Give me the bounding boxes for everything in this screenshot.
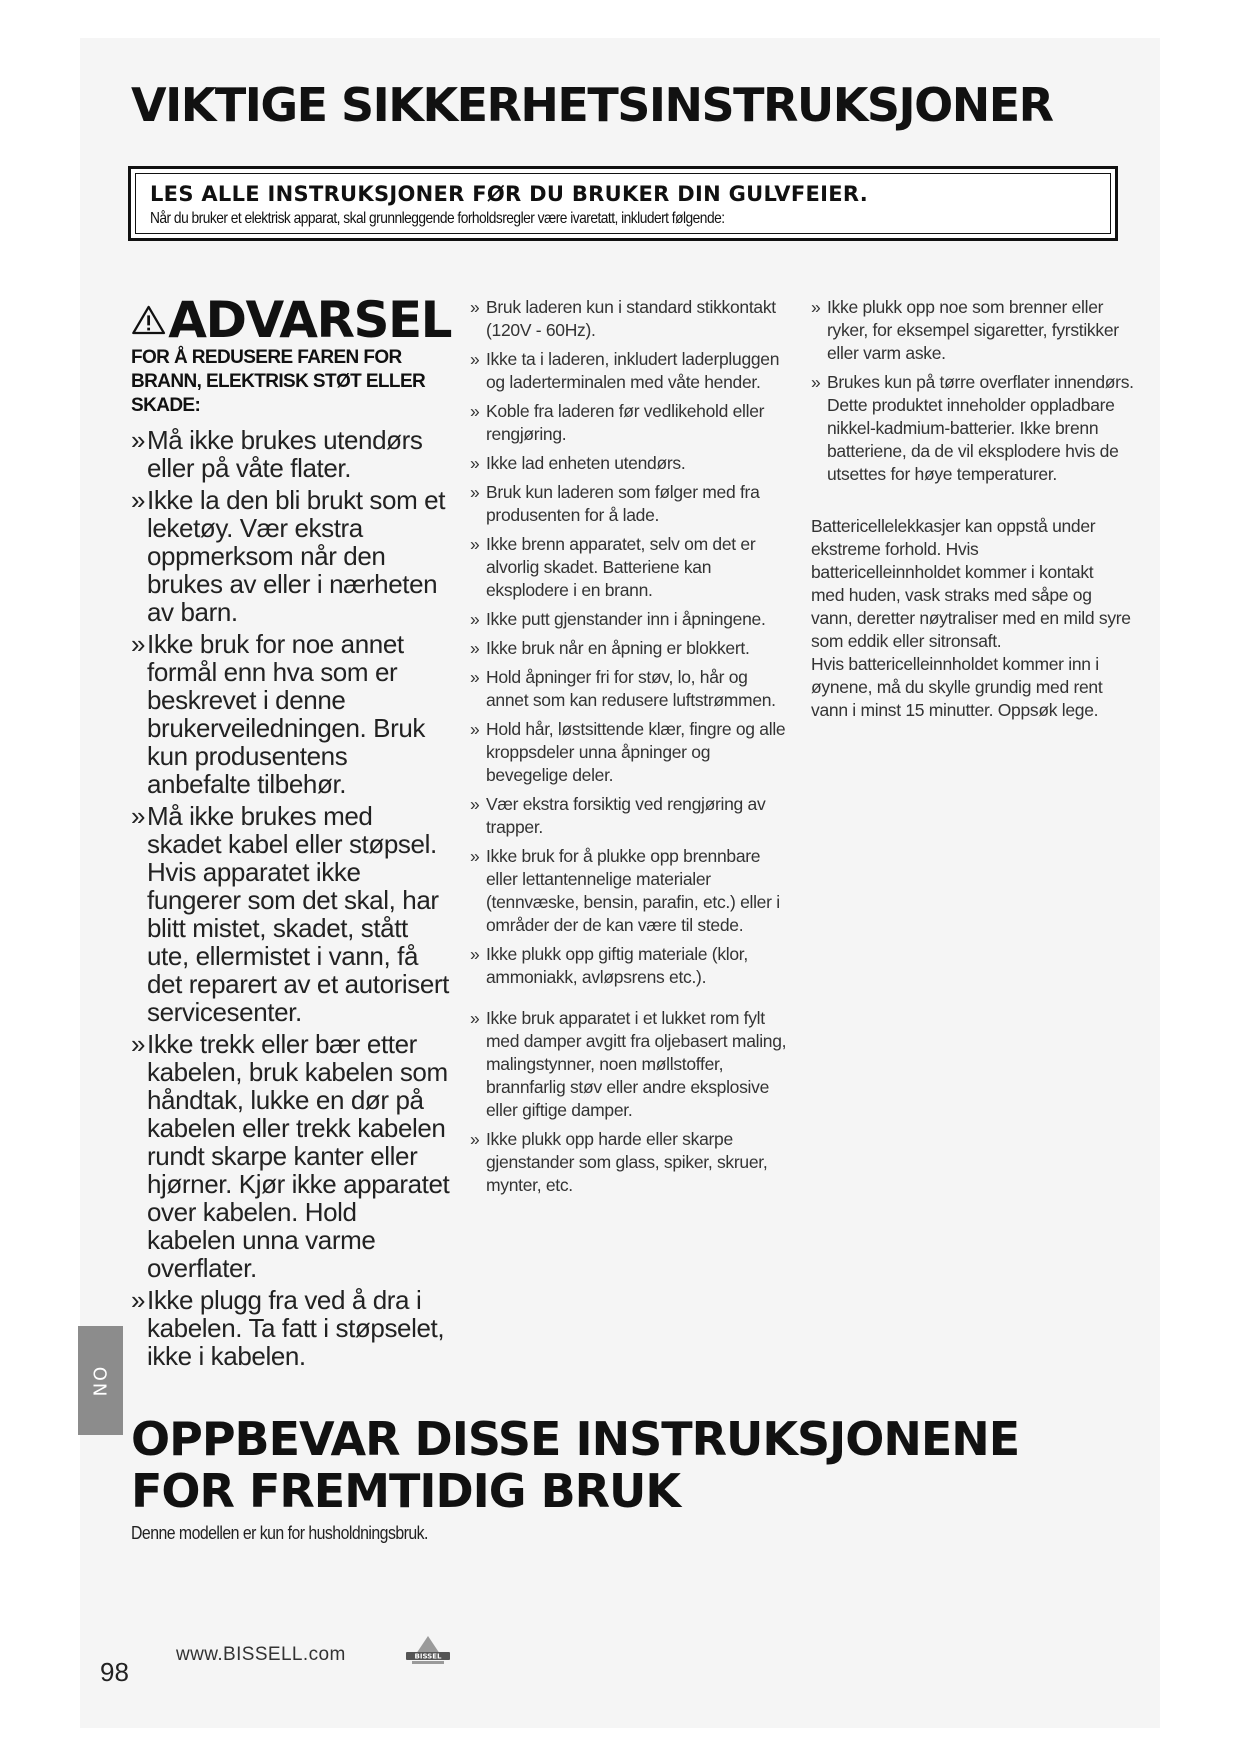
footer-title: [131, 1413, 1141, 1517]
list-item: » Ikke bruk for å plukke opp brennbare eller lettantennelige materialer (tennvæske, bensin, parafin, etc.) eller i områder der de kan være til stede.: [470, 845, 790, 937]
notice-box: [128, 166, 1118, 241]
list-item: » Ikke la den bli brukt som et leketøy. Vær ekstra oppmerksom når den brukes av eller i nærheten av barn.: [131, 486, 451, 626]
page-title: VIKTIGE SIKKERHETSINSTRUKSJONER: [131, 78, 1053, 132]
list-item: » Brukes kun på tørre overflater innendørs. Dette produktet inneholder oppladbare nikkel-kadmium-batterier. Ikke brenn batteriene, da de vil eksplodere hvis de utsettes for høye temperaturer.: [811, 371, 1141, 486]
language-tab-label: NO: [89, 1364, 111, 1397]
list-item: » Ikke trekk eller bær etter kabelen, bruk kabelen som håndtak, lukke en dør på kabelen eller trekk kabelen rundt skarpe kanter eller hjørner. Kjør ikke apparatet over kabelen. Hold kabelen unna varme overflater.: [131, 1030, 451, 1282]
warning-triangle-icon: [131, 300, 166, 340]
list-item: » Ikke ta i laderen, inkludert laderpluggen og laderterminalen med våte hender.: [470, 348, 790, 394]
list-item: » Ikke bruk apparatet i et lukket rom fylt med damper avgitt fra oljebasert maling, malingstynner, noen møllstoffer, brannfarlig støv eller andre eksplosive eller giftige damper.: [470, 1007, 790, 1122]
list-item: » Bruk kun laderen som følger med fra produsenten for å lade.: [470, 481, 790, 527]
notice-heading: LES ALLE INSTRUKSJONER FØR DU BRUKER DIN GULVFEIER.: [150, 182, 869, 206]
household-note: Denne modellen er kun for husholdningsbruk.: [131, 1523, 428, 1543]
bissell-logo-icon: [400, 1630, 456, 1670]
footer-title-line-2: FOR FREMTIDIG BRUK: [131, 1464, 681, 1518]
list-item: » Må ikke brukes med skadet kabel eller støpsel. Hvis apparatet ikke fungerer som det skal, har blitt mistet, skadet, stått ute, ellermistet i vann, få det reparert av et autorisert servicesenter.: [131, 802, 451, 1026]
warning-word: ADVARSEL: [168, 291, 451, 349]
list-item: » Vær ekstra forsiktig ved rengjøring av trapper.: [470, 793, 790, 839]
list-item: » Hold hår, løstsittende klær, fingre og alle kroppsdeler unna åpninger og bevegelige deler.: [470, 718, 790, 787]
list-item: » Ikke bruk for noe annet formål enn hva som er beskrevet i denne brukerveiledningen. Bruk kun produsentens anbefalte tilbehør.: [131, 630, 451, 798]
language-tab: [78, 1326, 123, 1435]
warning-header: [131, 291, 451, 349]
battery-eyes-paragraph: Hvis battericelleinnholdet kommer inn i øynene, må du skylle grundig med rent vann i minst 15 minutter. Oppsøk lege.: [811, 654, 1103, 720]
list-item: » Ikke putt gjenstander inn i åpningene.: [470, 608, 790, 631]
list-item: » Hold åpninger fri for støv, lo, hår og annet som kan redusere luftstrømmen.: [470, 666, 790, 712]
page-number: 98: [100, 1657, 129, 1687]
list-item: » Ikke plukk opp harde eller skarpe gjenstander som glass, spiker, skruer, mynter, etc.: [470, 1128, 790, 1197]
column-3-list: [811, 296, 1141, 492]
list-item: » Må ikke brukes utendørs eller på våte flater.: [131, 426, 451, 482]
website-link[interactable]: www.BISSELL.com: [176, 1644, 346, 1665]
footer-title-line-1: OPPBEVAR DISSE INSTRUKSJONENE: [131, 1412, 1020, 1466]
list-item: » Ikke plukk opp noe som brenner eller ryker, for eksempel sigaretter, fyrstikker eller varm aske.: [811, 296, 1141, 365]
battery-leak-text: [811, 515, 1131, 722]
column-2-list: [470, 296, 790, 1203]
warning-list: [131, 426, 451, 1374]
battery-skin-paragraph: Battericellelekkasjer kan oppstå under ekstreme forhold. Hvis battericelleinnholdet kommer i kontakt med huden, vask straks med såpe og vann, deretter nøytraliser med en mild syre som eddik eller sitronsaft.: [811, 516, 1131, 651]
list-item: » Ikke bruk når en åpning er blokkert.: [470, 637, 790, 660]
notice-subtext: Når du bruker et elektrisk apparat, skal grunnleggende forholdsregler være ivaretatt, inkludert følgende:: [150, 210, 725, 228]
list-item: » Koble fra laderen før vedlikehold eller rengjøring.: [470, 400, 790, 446]
list-item: » Bruk laderen kun i standard stikkontakt (120V - 60Hz).: [470, 296, 790, 342]
list-item: » Ikke plukk opp giftig materiale (klor, ammoniakk, avløpsrens etc.).: [470, 943, 790, 989]
list-item: » Ikke plugg fra ved å dra i kabelen. Ta fatt i støpselet, ikke i kabelen.: [131, 1286, 451, 1370]
warning-subtitle: FOR Å REDUSERE FAREN FOR BRANN, ELEKTRISK STØT ELLER SKADE:: [131, 347, 426, 416]
list-item: » Ikke brenn apparatet, selv om det er alvorlig skadet. Batteriene kan eksplodere i en brann.: [470, 533, 790, 602]
logo-text: BISSEL: [414, 1652, 442, 1661]
list-item: » Ikke lad enheten utendørs.: [470, 452, 790, 475]
